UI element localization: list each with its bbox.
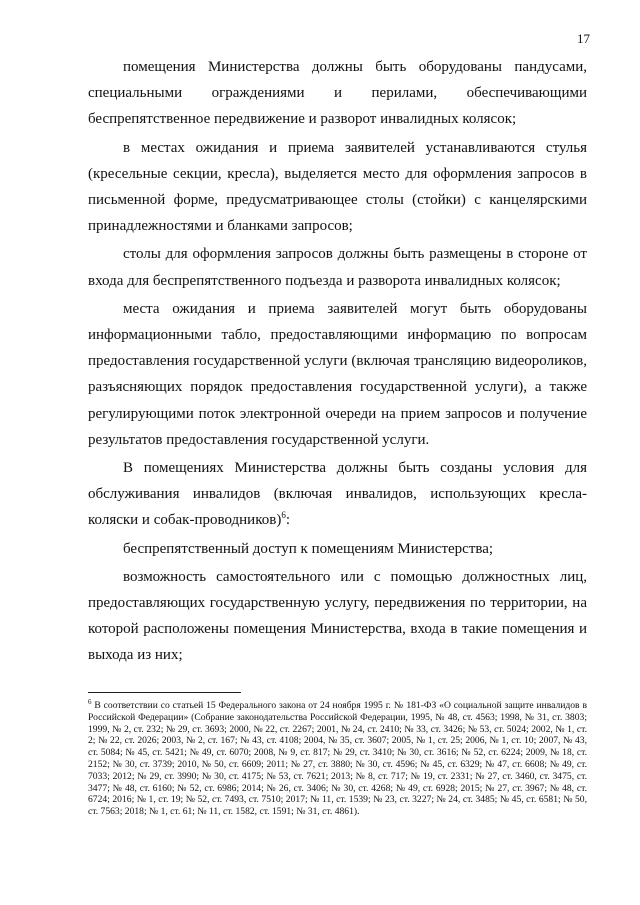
footnote-marker: 6 [88, 697, 92, 706]
footnote-text: В соответствии со статьей 15 Федерального закона от 24 ноября 1995 г. № 181-ФЗ «О социальной защите инвалидов в Российской Федерации» (Собрание законодательства Российской Федерации, 1995, № 48, ст. 4563; 1998, № 31, ст. 3803; 1999, № 2, ст. 232; № 29, ст. 3693; 2000, № 22, ст. 2267; 2001, № 24, ст. 2410; № 33, ст. 3426; № 53, ст. 5024; 2002, № 1, ст. 2; № 22, ст. 2026; 2003, № 2, ст. 167; № 43, ст. 4108; 2004, № 35, ст. 3607; 2005, № 1, ст. 25; 2006, № 1, ст. 10; 2007, № 43, ст. 5084; № 45, ст. 5421; № 49, ст. 6070; 2008, № 9, ст. 817; № 29, ст. 3410; № 30, ст. 3616; № 52, ст. 6224; 2009, № 18, ст. 2152; № 30, ст. 3739; 2010, № 50, ст. 6609; 2011; № 27, ст. 3880; № 30, ст. 4596; № 45, ст. 6329; № 47, ст. 6608; № 49, ст. 7033; 2012; № 29, ст. 3990; № 30, ст. 4175; № 53, ст. 7621; 2013; № 8, ст. 717; № 19, ст. 2331; № 27, ст. 3460, ст. 3475, ст. 3477; № 48, ст. 6160; № 52, ст. 6986; 2014; № 26, ст. 3406; № 30, ст. 4268; № 49, ст. 6928; 2015; № 27, ст. 3967; № 48, ст. 6724; 2016; № 1, ст. 19; № 52, ст. 7493, ст. 7510; 2017; № 11, ст. 1539; № 23, ст. 3227; № 24, ст. 3485; № 45, ст. 6581; № 50, ст. 7563; 2018; № 1, ст. 61; № 11, ст. 1582, ст. 1591; № 31, ст. 4861). [88, 700, 587, 818]
footnote-divider [88, 692, 241, 693]
footnote [88, 697, 587, 818]
paragraph: помещения Министерства должны быть оборудованы пандусами, специальными ограждениями и перилами, обеспечивающими беспрепятственное передвижение и разворот инвалидных колясок; [88, 59, 587, 128]
paragraph-text: В помещениях Министерства должны быть созданы условия для обслуживания инвалидов (включая инвалидов, использующих кресла-коляски и собак-проводников) [88, 460, 587, 529]
paragraph: в местах ожидания и приема заявителей устанавливаются стулья (кресельные секции, кресла), выделяется место для оформления запросов в письменной форме, предусматривающее столы (стойки) с канцелярскими принадлежностями и бланками запросов; [88, 139, 587, 235]
paragraph: места ожидания и приема заявителей могут быть оборудованы информационными табло, предоставляющими информацию по вопросам предоставления государственной услуги (включая трансляцию видеороликов, разъясняющих порядок предоставления государственной услуги), а также регулирующими поток электронной очереди на прием запросов и получение результатов предоставления государственной услуги. [88, 300, 587, 448]
paragraph: возможность самостоятельного или с помощью должностных лиц, предоставляющих государственную услугу, передвижения по территории, на которой расположены помещения Министерства, входа в такие помещения и выхода из них; [88, 568, 587, 664]
page-number: 17 [577, 31, 590, 46]
paragraph: столы для оформления запросов должны быть размещены в стороне от входа для беспрепятственного подъезда и разворота инвалидных колясок; [88, 246, 587, 289]
paragraph-punctuation: : [285, 512, 290, 529]
footnote-reference[interactable]: 6 [281, 510, 286, 521]
document-body [88, 54, 587, 669]
paragraph: беспрепятственный доступ к помещениям Министерства; [123, 540, 494, 557]
paragraph-with-footnote [88, 455, 587, 534]
